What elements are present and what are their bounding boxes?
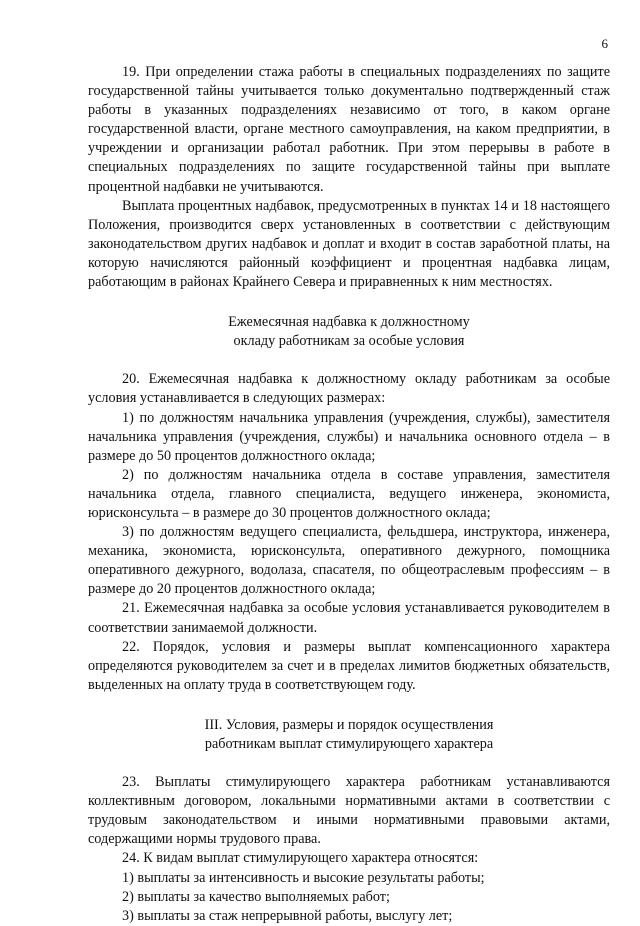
paragraph-21: 21. Ежемесячная надбавка за особые условия устанавливается руководителем в соответствии занимаемой должности. [88,600,610,636]
paragraph-24: 24. К видам выплат стимулирующего характера относятся: [122,850,479,867]
heading-line: окладу работникам за особые условия [233,333,465,350]
document-body [88,63,610,926]
list-item-3: 3) выплаты за стаж непрерывной работы, выслугу лет; [122,907,453,924]
list-item-2: 2) по должностям начальника отдела в составе управления, заместителя начальника отдела, главного специалиста, ведущего инженера, экономиста, юрисконсульта – в размере до 30 процентов должностного оклада; [88,466,610,521]
section-heading-incentive-payments [88,716,610,754]
paragraph-23: 23. Выплаты стимулирующего характера работникам устанавливаются коллективным договором, локальными нормативными актами в соответствии с трудовым законодательством и иными нормативными правовыми актами, содержащими нормы трудового права. [88,774,610,848]
heading-line: работникам выплат стимулирующего характера [204,736,494,752]
list-item-1: 1) по должностям начальника управления (учреждения, службы), заместителя начальника управления (учреждения, службы) и начальника основного отдела – в размере до 50 процентов должностного оклада; [88,409,610,464]
list-item-3: 3) по должностям ведущего специалиста, фельдшера, инструктора, инженера, механика, экономиста, юрисконсульта, оперативного дежурного, помощника оперативного дежурного, водолаза, спасателя, по общеотраслевым профессиям – в размере до 20 процентов должностного оклада; [88,524,610,598]
paragraph-19: 19. При определении стажа работы в специальных подразделениях по защите государственной тайны учитывается только документально подтвержденный стаж работы в указанных подразделениях независимо от того, в каком органе государственной власти, органе местного самоуправления, на каком предприятии, в учреждении и организации работал работник. При этом перерывы в работе в специальных подразделениях по защите государственной тайны при выплате процентной надбавки не учитываются. [88,64,610,195]
page-number: 6 [601,36,608,51]
section-heading-special-conditions [88,313,610,351]
heading-line: III. Условия, размеры и порядок осуществления [204,716,494,733]
list-item-1: 1) выплаты за интенсивность и высокие результаты работы; [122,869,485,886]
heading-line: Ежемесячная надбавка к должностному [228,314,470,331]
paragraph-22: 22. Порядок, условия и размеры выплат компенсационного характера определяются руководителем за счет и в пределах лимитов бюджетных обязательств, выделенных на оплату труда в соответствующем году. [88,638,610,693]
paragraph-allowance-payment: Выплата процентных надбавок, предусмотренных в пунктах 14 и 18 настоящего Положения, производится сверх установленных в соответствии с действующим законодательством других надбавок и доплат и входит в состав заработной платы, на которую начисляются районный коэффициент и процентная надбавка лицам, работающим в районах Крайнего Севера и приравненных к ним местностях. [88,197,610,291]
list-item-2: 2) выплаты за качество выполняемых работ; [122,888,390,905]
paragraph-20: 20. Ежемесячная надбавка к должностному окладу работникам за особые условия устанавливается в следующих размерах: [88,371,610,407]
